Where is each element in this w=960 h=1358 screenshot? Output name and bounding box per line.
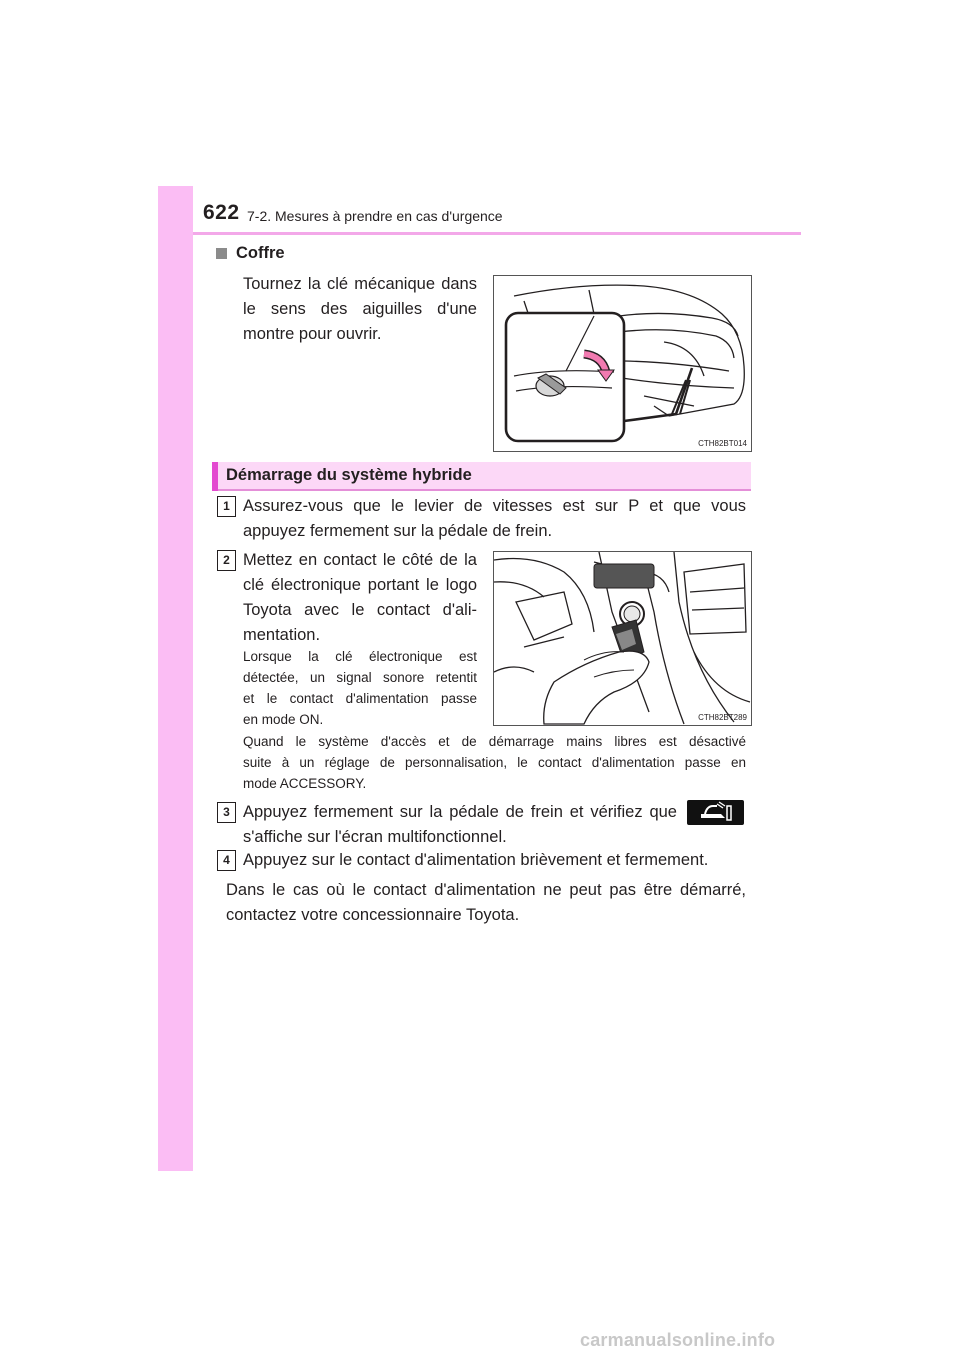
power-switch-key-image	[494, 552, 751, 725]
step-number-4: 4	[217, 850, 236, 871]
step-2-note2-line-2: suite à un réglage de personnalisation, le contact d'alimentation passe en	[243, 755, 746, 770]
step-4-line-1: Appuyez sur le contact d'alimentation brièvement et fermement.	[243, 851, 709, 869]
step-2-note-line-3: et le contact d'alimentation passe	[243, 691, 477, 706]
step-2-note	[243, 646, 477, 730]
step-number-1: 1	[217, 496, 236, 517]
coffre-line-1: Tournez la clé mécanique dans	[243, 275, 477, 293]
step-2-note2-line-1: Quand le système d'accès et de démarrage mains libres est désactivé	[243, 734, 746, 749]
step-2-note-line-4: en mode ON.	[243, 712, 324, 727]
step-3-line-1: Appuyez fermement sur la pédale de frein et vérifiez que	[243, 803, 677, 821]
side-tab-band	[158, 186, 193, 1171]
figure-code: CTH82BT014	[698, 439, 747, 448]
closing-line-1: Dans le cas où le contact d'alimentation ne peut pas être démarré,	[226, 881, 746, 899]
header-rule	[193, 232, 801, 235]
step-3-text	[243, 800, 746, 850]
step-3-line-2: s'affiche sur l'écran multifonctionnel.	[243, 828, 507, 846]
car-rear-trunk-image	[494, 276, 751, 451]
step-2-note-line-1: Lorsque la clé électronique est	[243, 649, 477, 664]
coffre-heading	[216, 244, 285, 263]
step-2-text	[243, 548, 477, 648]
coffre-line-2: le sens des aiguilles d'une	[243, 300, 477, 318]
figure-code: CTH82BT289	[698, 713, 747, 722]
trunk-key-illustration	[493, 275, 752, 452]
ready-indicator-icon	[687, 800, 744, 825]
step-2-line-2: clé électronique portant le logo	[243, 576, 477, 594]
step-2-note2-line-3: mode ACCESSORY.	[243, 776, 367, 791]
step-number-3: 3	[217, 802, 236, 823]
bullet-square-icon	[216, 248, 227, 259]
coffre-heading-text: Coffre	[236, 244, 285, 262]
step-2-line-4: mentation.	[243, 626, 321, 644]
step-2-line-3: Toyota avec le contact d'ali-	[243, 601, 477, 619]
step-number-2: 2	[217, 550, 236, 571]
step-2-line-1: Mettez en contact le côté de la	[243, 551, 477, 569]
step-2-note-2	[243, 731, 746, 794]
step-4-text	[243, 848, 746, 873]
closing-text	[226, 878, 746, 928]
step-1-line-1: Assurez-vous que le levier de vitesses est sur P et que vous	[243, 497, 746, 515]
step-2-note-line-2: détectée, un signal sonore retentit	[243, 670, 477, 685]
closing-line-2: contactez votre concessionnaire Toyota.	[226, 906, 520, 924]
chapter-title: 7-2. Mesures à prendre en cas d'urgence	[247, 208, 503, 224]
section-heading-bar	[212, 462, 751, 491]
coffre-line-3: montre pour ouvrir.	[243, 325, 382, 343]
step-1-text	[243, 494, 746, 544]
coffre-text	[243, 272, 477, 347]
step-1-line-2: appuyez fermement sur la pédale de frein.	[243, 522, 553, 540]
watermark: carmanualsonline.info	[580, 1330, 776, 1350]
section-title: Démarrage du système hybride	[226, 466, 472, 484]
section-accent	[212, 462, 218, 491]
smart-key-illustration	[493, 551, 752, 726]
page-number: 622	[203, 201, 240, 224]
